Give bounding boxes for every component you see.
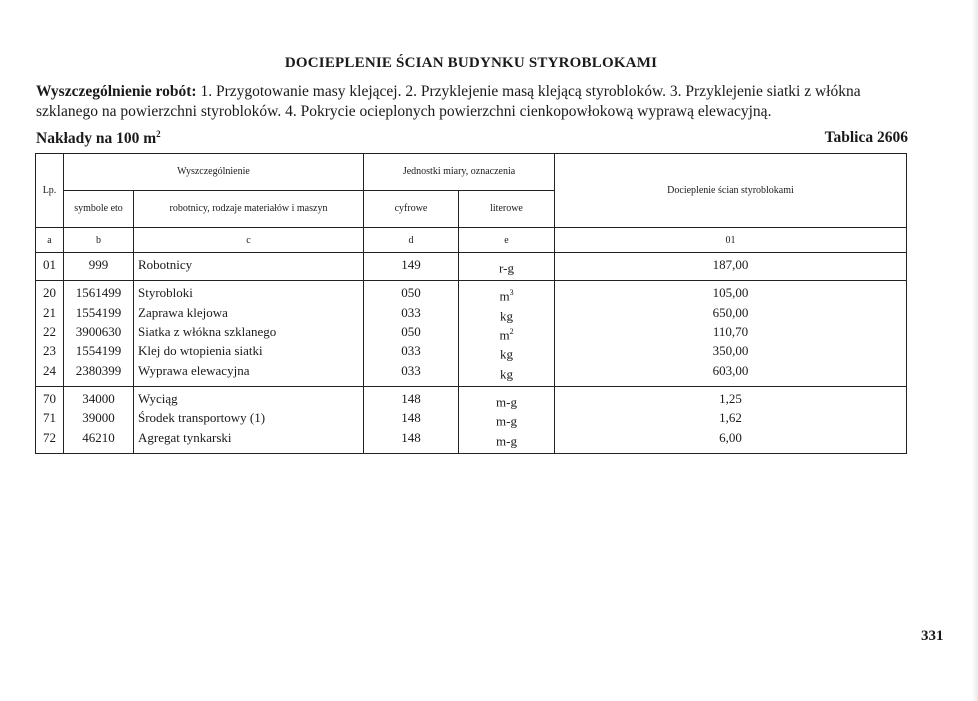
cell-lp: 71 xyxy=(36,410,64,429)
unit-superscript: 2 xyxy=(156,129,161,139)
table-number: Tablica 2606 xyxy=(824,129,908,146)
cell-symbol: 1554199 xyxy=(64,305,134,324)
cell-symbol: 1561499 xyxy=(64,281,134,305)
cell-name: Robotnicy xyxy=(134,253,364,281)
norms-table xyxy=(35,153,907,454)
group-equipment xyxy=(36,386,907,453)
table-row xyxy=(36,324,907,343)
cell-value: 187,00 xyxy=(555,253,907,281)
cell-symbol: 999 xyxy=(64,253,134,281)
works-description-text: 1. Przygotowanie masy klejącej. 2. Przyklejenie masą klejącą styrobloków. 3. Przyklejenie siatki z włókna szklanego na powierzchni styrobloków. 4. Pokrycie ocieplonych powierzchni cienkopowłokową wyprawą elewacyjną. xyxy=(36,83,861,120)
cell-name: Wyciąg xyxy=(134,386,364,410)
cell-name: Klej do wtopienia siatki xyxy=(134,343,364,362)
table-row xyxy=(36,305,907,324)
unit-sup: 2 xyxy=(509,326,514,336)
cell-unit-letters xyxy=(459,281,555,305)
cell-unit-letters xyxy=(459,253,555,281)
cell-unit-code: 148 xyxy=(364,410,459,429)
page-edge-shadow xyxy=(972,0,978,701)
unit-text: r-g xyxy=(499,260,514,276)
column-letter: c xyxy=(134,228,364,253)
cell-name: Agregat tynkarski xyxy=(134,430,364,454)
cell-unit-letters xyxy=(459,386,555,410)
cell-symbol: 1554199 xyxy=(64,343,134,362)
table-row xyxy=(36,430,907,454)
column-letter: b xyxy=(64,228,134,253)
cell-unit-code: 033 xyxy=(364,343,459,362)
cell-symbol: 34000 xyxy=(64,386,134,410)
cell-value: 110,70 xyxy=(555,324,907,343)
works-description xyxy=(36,82,908,122)
table-row xyxy=(36,281,907,305)
table-row xyxy=(36,386,907,410)
cell-unit-letters xyxy=(459,324,555,343)
inputs-per-unit-text: Nakłady na 100 m xyxy=(36,130,157,148)
cell-unit-code: 148 xyxy=(364,386,459,410)
cell-value: 603,00 xyxy=(555,363,907,387)
cell-symbol: 39000 xyxy=(64,410,134,429)
header-lp: Lp. xyxy=(36,154,64,228)
works-description-label: Wyszczególnienie robót: xyxy=(36,83,197,100)
unit-text: m-g xyxy=(496,394,517,410)
header-literowe: literowe xyxy=(459,191,555,228)
unit-text: m-g xyxy=(496,413,517,429)
header-cyfrowe: cyfrowe xyxy=(364,191,459,228)
cell-unit-code: 050 xyxy=(364,324,459,343)
group-materials xyxy=(36,281,907,387)
unit-text: m-g xyxy=(496,432,517,448)
cell-lp: 24 xyxy=(36,363,64,387)
cell-value: 1,62 xyxy=(555,410,907,429)
cell-unit-letters xyxy=(459,410,555,429)
page-number: 331 xyxy=(921,628,944,644)
unit-text: m xyxy=(499,288,510,304)
header-jednostki: Jednostki miary, oznaczenia xyxy=(364,154,555,191)
header-symbole: symbole eto xyxy=(64,191,134,228)
cell-lp: 72 xyxy=(36,430,64,454)
cell-name: Siatka z włókna szklanego xyxy=(134,324,364,343)
cell-value: 105,00 xyxy=(555,281,907,305)
cell-unit-letters xyxy=(459,343,555,362)
page-title: DOCIEPLENIE ŚCIAN BUDYNKU STYROBLOKAMI xyxy=(284,55,658,71)
cell-unit-letters xyxy=(459,305,555,324)
cell-symbol: 2380399 xyxy=(64,363,134,387)
cell-unit-code: 033 xyxy=(364,305,459,324)
cell-value: 1,25 xyxy=(555,386,907,410)
column-letter: 01 xyxy=(555,228,907,253)
table-row xyxy=(36,410,907,429)
cell-unit-code: 149 xyxy=(364,253,459,281)
cell-unit-code: 050 xyxy=(364,281,459,305)
cell-symbol: 3900630 xyxy=(64,324,134,343)
cell-unit-code: 148 xyxy=(364,430,459,454)
cell-lp: 70 xyxy=(36,386,64,410)
cell-unit-code: 033 xyxy=(364,363,459,387)
cell-lp: 22 xyxy=(36,324,64,343)
cell-name: Zaprawa klejowa xyxy=(134,305,364,324)
unit-sup: 3 xyxy=(509,288,514,298)
group-labour xyxy=(36,253,907,281)
cell-value: 6,00 xyxy=(555,430,907,454)
table-row xyxy=(36,363,907,387)
cell-lp: 23 xyxy=(36,343,64,362)
cell-name: Wyprawa elewacyjna xyxy=(134,363,364,387)
cell-symbol: 46210 xyxy=(64,430,134,454)
unit-text: kg xyxy=(500,307,513,323)
cell-name: Środek transportowy (1) xyxy=(134,410,364,429)
cell-unit-letters xyxy=(459,430,555,454)
column-letter: e xyxy=(459,228,555,253)
unit-text: m xyxy=(499,327,510,343)
header-robotnicy: robotnicy, rodzaje materiałów i maszyn xyxy=(134,191,364,228)
cell-name: Styrobloki xyxy=(134,281,364,305)
cell-unit-letters xyxy=(459,363,555,387)
cell-lp: 01 xyxy=(36,253,64,281)
cell-lp: 20 xyxy=(36,281,64,305)
column-letter: d xyxy=(364,228,459,253)
table-row xyxy=(36,343,907,362)
column-letter: a xyxy=(36,228,64,253)
cell-lp: 21 xyxy=(36,305,64,324)
unit-text: kg xyxy=(500,365,513,381)
table-row xyxy=(36,253,907,281)
cell-value: 650,00 xyxy=(555,305,907,324)
header-docieplenie: Docieplenie ścian styroblokami xyxy=(555,154,907,228)
inputs-per-unit-label xyxy=(36,129,161,148)
unit-text: kg xyxy=(500,346,513,362)
header-wyszczegolnienie: Wyszczególnienie xyxy=(64,154,364,191)
cell-value: 350,00 xyxy=(555,343,907,362)
